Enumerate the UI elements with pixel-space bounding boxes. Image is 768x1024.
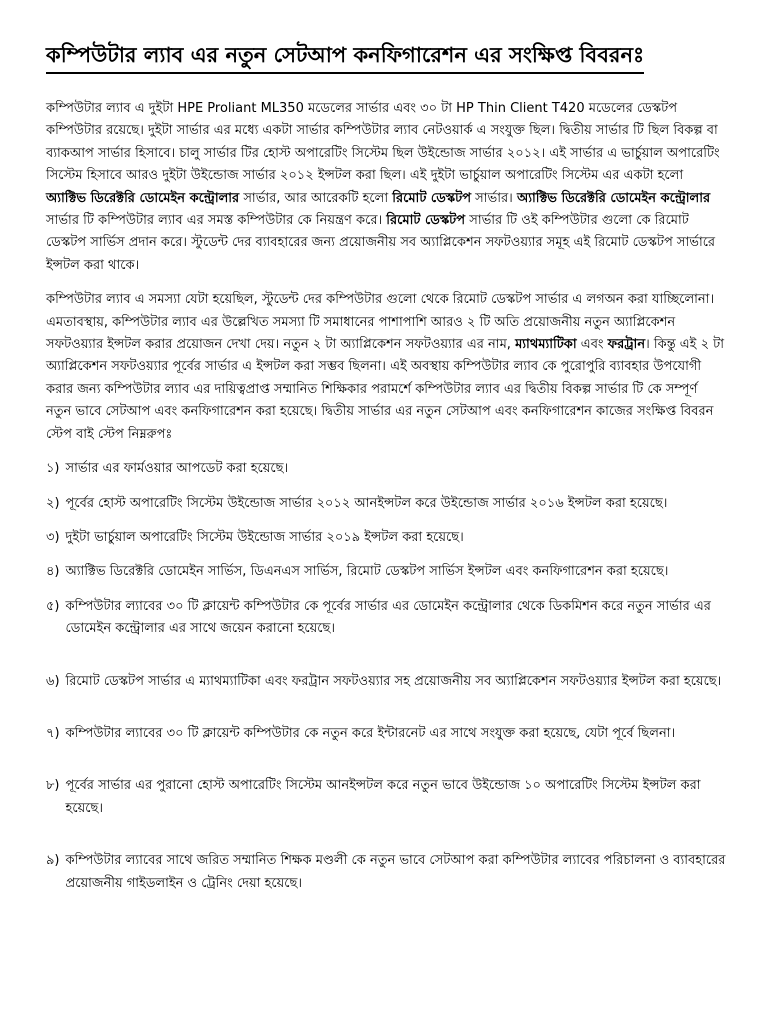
step-text: পূর্বের সার্ভার এর পুরানো হোস্ট অপারেটিং সিস্টেম আনইন্সটল করে নতুন ভাবে উইন্ডোজ ১০ অপারেটিং সিস্টেম ইন্সটল করা হয়েছে। [65, 778, 701, 816]
step-number: ৮) [46, 778, 60, 794]
step-number: ৭) [46, 725, 60, 741]
para1-bold-ad-domain-controller: অ্যাক্টিভ ডিরেক্টরি ডোমেইন কন্ট্রোলার [46, 190, 240, 206]
step-number: ৪) [46, 564, 60, 580]
para1-text-2: সার্ভার, আর আরেকটি হলো [239, 190, 393, 206]
step-text: অ্যাক্টিভ ডিরেক্টরি ডোমেইন সার্ভিস, ডিএনএস সার্ভিস, রিমোট ডেস্কটপ সার্ভিস ইন্সটল এবং কনফিগারেশন করা হয়েছে। [65, 564, 669, 580]
step-text: কম্পিউটার ল্যাবের ৩০ টি ক্লায়েন্ট কম্পিউটার কে নতুন করে ইন্টারনেট এর সাথে সংযুক্ত করা হয়েছে, যেটা পূর্বে ছিলনা। [65, 725, 676, 741]
step-number: ২) [46, 495, 60, 511]
problem-paragraph [46, 289, 726, 446]
intro-paragraph [46, 98, 726, 277]
list-item [46, 775, 726, 820]
list-item [46, 561, 726, 583]
para2-bold-fortran: ফরট্রান [607, 337, 646, 353]
list-item [46, 458, 726, 480]
step-number: ৩) [46, 529, 60, 545]
para1-text-3: সার্ভার। [471, 190, 517, 206]
list-item [46, 850, 726, 895]
para2-bold-mathematica: ম্যাথম্যাটিকা [515, 337, 577, 353]
list-item [46, 527, 726, 549]
step-text: কম্পিউটার ল্যাবের সাথে জরিত সম্মানিত শিক্ষক মণ্ডলী কে নতুন ভাবে সেটআপ করা কম্পিউটার ল্যাবের পরিচালনা ও ব্যাবহারের প্রয়োজনীয় গাইডলাইন ও ট্রেনিং দেয়া হয়েছে। [65, 853, 726, 891]
para1-bold-remote-desktop-2: রিমোট ডেস্কটপ [386, 213, 466, 229]
list-item [46, 671, 726, 693]
step-number: ৬) [46, 673, 60, 689]
step-number: ১) [46, 461, 60, 477]
step-text: রিমোট ডেস্কটপ সার্ভার এ ম্যাথম্যাটিকা এবং ফরট্রান সফটওয়্যার সহ প্রয়োজনীয় সব অ্যাপ্লিকেশন সফটওয়্যার ইন্সটল করা হয়েছে। [65, 673, 722, 689]
document-title: কম্পিউটার ল্যাব এর নতুন সেটআপ কনফিগারেশন এর সংক্ষিপ্ত বিবরনঃ [46, 40, 644, 74]
step-text: কম্পিউটার ল্যাবের ৩০ টি ক্লায়েন্ট কম্পিউটার কে পূর্বের সার্ভার এর ডোমেইন কন্ট্রোলার থেকে ডিকমিশন করে নতুন সার্ভার এর ডোমেইন কন্ট্রোলার এর সাথে জয়েন করানো হয়েছে। [65, 598, 711, 637]
para1-text-4: সার্ভার টি কম্পিউটার ল্যাব এর সমস্ত কম্পিউটার কে নিয়ন্ত্রণ করে। [46, 213, 387, 229]
para2-text-3: । কিন্তু এই ২ টা অ্যাপ্লিকেশন সফটওয়্যার পূর্বের সার্ভার এ ইন্সটল করা সম্ভব ছিলনা। এই অবস্থায় কম্পিউটার ল্যাব কে পুরোপুরি ব্যাবহার উপযোগী করার জন্য কম্পিউটার ল্যাব এর দায়িত্বপ্রাপ্ত সম্মানিত শিক্ষিকার পরামর্শে কম্পিউটার ল্যাব এর দ্বিতীয় বিকল্প সার্ভার টি কে সম্পূর্ণ নতুন ভাবে সেটআপ এবং কনফিগারেশন করা হয়েছে। দ্বিতীয় সার্ভার এর নতুন সেটআপ এবং কনফিগারেশন কাজের সংক্ষিপ্ত বিবরন স্টেপ বাই স্টেপ নিম্নরুপঃ [46, 337, 725, 442]
para2-text-1: কম্পিউটার ল্যাব এ সমস্যা যেটা হয়েছিল, স্টুডেন্ট দের কম্পিউটার গুলো থেকে রিমোট ডেস্কটপ সার্ভার এ লগঅন করা যাচ্ছিলোনা। এমতাবস্থায়, কম্পিউটার ল্যাব এর উল্লেখিত সমস্যা টি সমাধানের পাশাপাশি আরও ২ টি অতি প্রয়োজনীয় নতুন অ্যাপ্লিকেশন সফটওয়্যার ইন্সটল করার প্রয়োজন দেখা দেয়। নতুন ২ টা অ্যাপ্লিকেশন সফটওয়্যার এর নাম, [46, 292, 715, 353]
list-item [46, 493, 726, 515]
para1-bold-remote-desktop: রিমোট ডেস্কটপ [392, 190, 472, 206]
step-number: ৫) [46, 598, 60, 614]
list-item [46, 596, 726, 641]
para1-text-5: সার্ভার টি ওই কম্পিউটার গুলো কে রিমোট ডেস্কটপ সার্ভিস প্রদান করে। স্টুডেন্ট দের ব্যাবহারের জন্য প্রয়োজনীয় সব অ্যাপ্লিকেশন সফটওয়্যার সমূহ এই রিমোট ডেস্কটপ সার্ভারে ইন্সটল করা থাকে। [46, 213, 716, 273]
para2-text-2: এবং [576, 337, 608, 353]
step-text: পূর্বের হোস্ট অপারেটিং সিস্টেম উইন্ডোজ সার্ভার ২০১২ আনইন্সটল করে উইন্ডোজ সার্ভার ২০১৬ ইন্সটল করা হয়েছে। [65, 495, 668, 511]
para1-bold-ad-domain-controller-2: অ্যাক্টিভ ডিরেক্টরি ডোমেইন কন্ট্রোলার [516, 190, 711, 206]
step-number: ৯) [46, 853, 60, 869]
step-text: দুইটা ভার্চুয়াল অপারেটিং সিস্টেম উইন্ডোজ সার্ভার ২০১৯ ইন্সটল করা হয়েছে। [65, 529, 464, 545]
step-text: সার্ভার এর ফার্মওয়ার আপডেট করা হয়েছে। [65, 461, 289, 477]
para1-text-1: কম্পিউটার ল্যাব এ দুইটা HPE Proliant ML350 মডেলের সার্ভার এবং ৩০ টা HP Thin Client T420 মডেলের ডেস্কটপ কম্পিউটার রয়েছে। দুইটা সার্ভার এর মধ্যে একটা সার্ভার কম্পিউটার ল্যাব নেটওয়ার্ক এ সংযুক্ত ছিল। দ্বিতীয় সার্ভার টি ছিল বিকল্প বা ব্যাকআপ সার্ভার হিসাবে। চালু সার্ভার টির হোস্ট অপারেটিং সিস্টেম ছিল উইন্ডোজ সার্ভার ২০১২। এই সার্ভার এ ভার্চুয়াল অপারেটিং সিস্টেম হিসাবে আরও দুইটা উইন্ডোজ সার্ভার ২০১২ ইন্সটল করা ছিল। এই দুইটা ভার্চুয়াল অপারেটিং সিস্টেম এর একটা হলো [46, 101, 720, 184]
list-item [46, 723, 726, 745]
steps-list [46, 458, 726, 895]
